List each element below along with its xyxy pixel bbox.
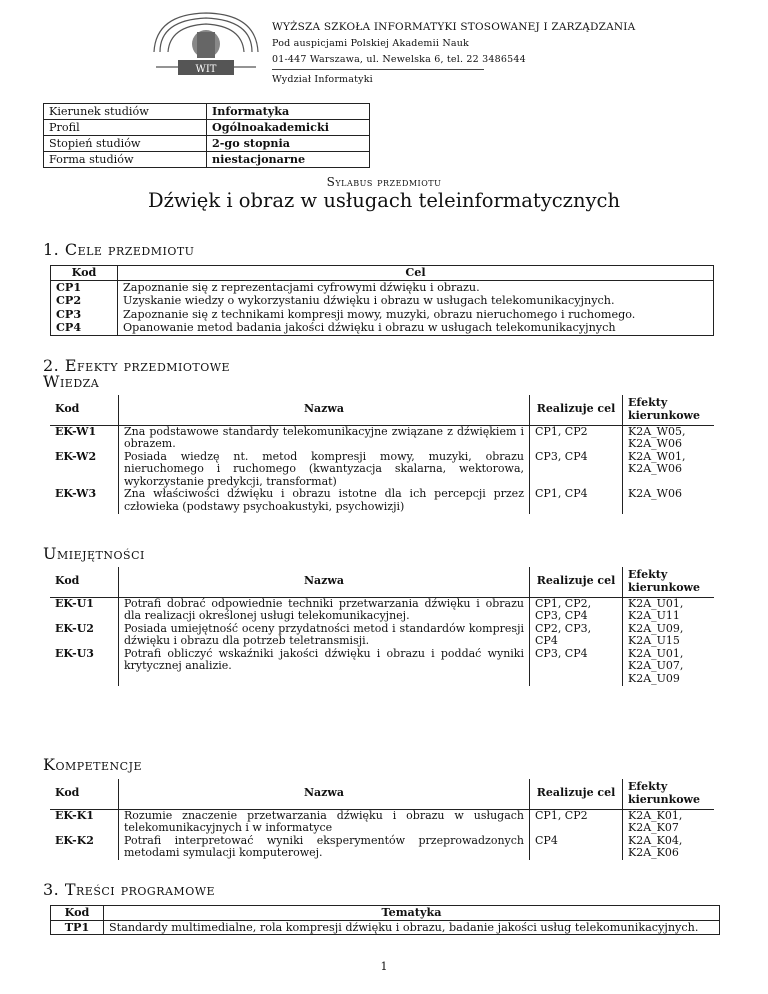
effect-row (50, 809, 714, 835)
effect-goal: CP3, CP4 (530, 451, 623, 489)
study-info-row (44, 152, 370, 168)
effect-row (50, 488, 714, 513)
col-code: Kod (50, 567, 119, 597)
effect-row (50, 648, 714, 686)
wiedza-header-row (50, 395, 714, 425)
effect-name: Rozumie znaczenie przetwarzania dźwięku i obrazu w usługach telekomunikacyjnych i w informatyce (119, 809, 530, 835)
study-info-row (44, 104, 370, 120)
effect-direction: K2A_K04, K2A_K06 (628, 833, 683, 860)
patronage: Pod auspicjami Polskiej Akademii Nauk (272, 38, 469, 49)
goal-code: CP2 (51, 294, 118, 308)
kompetencje-table (50, 779, 714, 860)
col-code: Kod (51, 906, 104, 921)
col-effects: Efekty kierunkowe (623, 395, 715, 425)
effect-name: Zna właściwości dźwięku i obrazu istotne dla ich percepcji przez człowieka (podstawy psychoakustyki, psychowizji) (119, 488, 530, 513)
study-info-value: Informatyka (207, 104, 370, 120)
effect-direction: K2A_U09, K2A_U15 (628, 621, 684, 648)
col-name: Nazwa (119, 395, 530, 425)
study-info-table (43, 103, 370, 168)
goal-row (51, 321, 714, 335)
goal-row (51, 308, 714, 322)
goals-header-row (51, 266, 714, 281)
study-info-label: Forma studiów (44, 152, 207, 168)
col-effects: Efekty kierunkowe (623, 567, 715, 597)
col-code: Kod (50, 779, 119, 809)
wiedza-heading: Wiedza (43, 372, 100, 391)
effect-code: EK-U1 (50, 597, 119, 623)
col-goal: Realizuje cel (530, 779, 623, 809)
effect-goal: CP1, CP4 (530, 488, 623, 513)
col-name: Nazwa (119, 779, 530, 809)
topic-code: TP1 (51, 920, 104, 935)
course-title: Dźwięk i obraz w usługach teleinformatycznych (147, 189, 621, 212)
effect-name: Potrafi obliczyć wskaźniki jakości dźwięku i obrazu i poddać wyniki krytycznej analizie. (119, 648, 530, 686)
study-info-value: 2-go stopnia (207, 136, 370, 152)
wiedza-table (50, 395, 714, 514)
umiejetnosci-header-row (50, 567, 714, 597)
study-info-label: Stopień studiów (44, 136, 207, 152)
effect-code: EK-K1 (50, 809, 119, 835)
goal-code: CP3 (51, 308, 118, 322)
effect-direction: K2A_W05, K2A_W06 (628, 424, 686, 451)
kompetencje-header-row (50, 779, 714, 809)
col-effects: Efekty kierunkowe (623, 779, 715, 809)
topic-row (51, 920, 720, 935)
goal-text: Opanowanie metod badania jakości dźwięku i obrazu w usługach telekomunikacyjnych (123, 321, 616, 334)
syllabus-subtitle: Sylabus przedmiotu (326, 175, 442, 189)
effect-name: Zna podstawowe standardy telekomunikacyjne związane z dźwiękiem i obrazem. (119, 425, 530, 451)
address: 01-447 Warszawa, ul. Newelska 6, tel. 22 3486544 (272, 54, 526, 65)
effect-name: Posiada wiedzę nt. metod kompresji mowy, muzyki, obrazu nieruchomego i ruchomego (kwantyzacja skalarna, wektorowa, wykorzystanie predykcji, transformat) (119, 451, 530, 489)
goals-table (50, 265, 714, 336)
umiejetnosci-table (50, 567, 714, 686)
effect-code: EK-W2 (50, 451, 119, 489)
section-3-heading: 3. Treści programowe (43, 880, 216, 899)
effect-row (50, 835, 714, 860)
page-number: 1 (380, 960, 388, 973)
study-info-value: Ogólnoakademicki (207, 120, 370, 136)
effect-goal: CP1, CP2 (530, 809, 623, 835)
section-2-heading: 2. Efekty przedmiotowe (43, 356, 231, 375)
col-name: Nazwa (119, 567, 530, 597)
effect-code: EK-U3 (50, 648, 119, 686)
effect-code: EK-W3 (50, 488, 119, 513)
effect-direction: K2A_U01, K2A_U07, K2A_U09 (628, 646, 684, 686)
effect-row (50, 425, 714, 451)
effect-goal: CP1, CP2 (530, 425, 623, 451)
effect-direction: K2A_K01, K2A_K07 (628, 808, 683, 835)
effect-goal: CP4 (530, 835, 623, 860)
goal-text: Zapoznanie się z reprezentacjami cyfrowymi dźwięku i obrazu. (123, 280, 480, 294)
effect-row (50, 623, 714, 648)
col-goal: Realizuje cel (530, 395, 623, 425)
effect-name: Potrafi dobrać odpowiednie techniki przetwarzania dźwięku i obrazu dla realizacji określonej usługi telekomunikacyjnej. (119, 597, 530, 623)
wit-logo (150, 12, 262, 84)
institution-name: WYŻSZA SZKOŁA INFORMATYKI STOSOWANEJ I ZARZĄDZANIA (272, 21, 636, 33)
col-goal: Realizuje cel (530, 567, 623, 597)
goal-row (51, 280, 714, 294)
effect-code: EK-U2 (50, 623, 119, 648)
umiejetnosci-heading: Umiejętności (43, 544, 145, 563)
effect-goal: CP1, CP2, CP3, CP4 (530, 597, 623, 623)
effect-row (50, 451, 714, 489)
goal-code: CP4 (51, 321, 118, 335)
col-topic: Tematyka (104, 906, 720, 921)
study-info-row (44, 136, 370, 152)
study-info-label: Kierunek studiów (44, 104, 207, 120)
goal-code: CP1 (51, 280, 118, 294)
col-code: Kod (51, 266, 118, 281)
effect-code: EK-K2 (50, 835, 119, 860)
effect-name: Posiada umiejętność oceny przydatności metod i standardów kompresji dźwięku i obrazu dla potrzeb teletransmisji. (119, 623, 530, 648)
section-1-heading: 1. Cele przedmiotu (43, 240, 195, 259)
goal-text: Zapoznanie się z technikami kompresji mowy, muzyki, obrazu nieruchomego i ruchomego. (123, 307, 636, 321)
effect-direction: K2A_W01, K2A_W06 (628, 449, 686, 476)
kompetencje-heading: Kompetencje (43, 755, 143, 774)
effect-code: EK-W1 (50, 425, 119, 451)
study-info-label: Profil (44, 120, 207, 136)
effect-goal: CP2, CP3, CP4 (530, 623, 623, 648)
col-code: Kod (50, 395, 119, 425)
goal-text: Uzyskanie wiedzy o wykorzystaniu dźwięku i obrazu w usługach telekomunikacyjnych. (123, 294, 615, 307)
effect-goal: CP3, CP4 (530, 648, 623, 686)
study-info-row (44, 120, 370, 136)
effect-direction: K2A_W06 (628, 487, 682, 501)
study-info-value: niestacjonarne (207, 152, 370, 168)
logo-text: WIT (195, 64, 217, 75)
effect-direction: K2A_U01, K2A_U11 (628, 596, 684, 623)
topics-header-row (51, 906, 720, 921)
goal-row (51, 294, 714, 308)
effect-name: Potrafi interpretować wyniki eksperymentów przeprowadzonych metodami symulacji komputerowej. (119, 835, 530, 860)
topic-text: Standardy multimedialne, rola kompresji dźwięku i obrazu, badanie jakości usług telekomunikacyjnych. (109, 920, 699, 934)
col-goal: Cel (118, 266, 714, 281)
topics-table (50, 905, 720, 935)
effect-row (50, 597, 714, 623)
faculty: Wydział Informatyki (272, 74, 373, 85)
header-divider (272, 69, 484, 70)
